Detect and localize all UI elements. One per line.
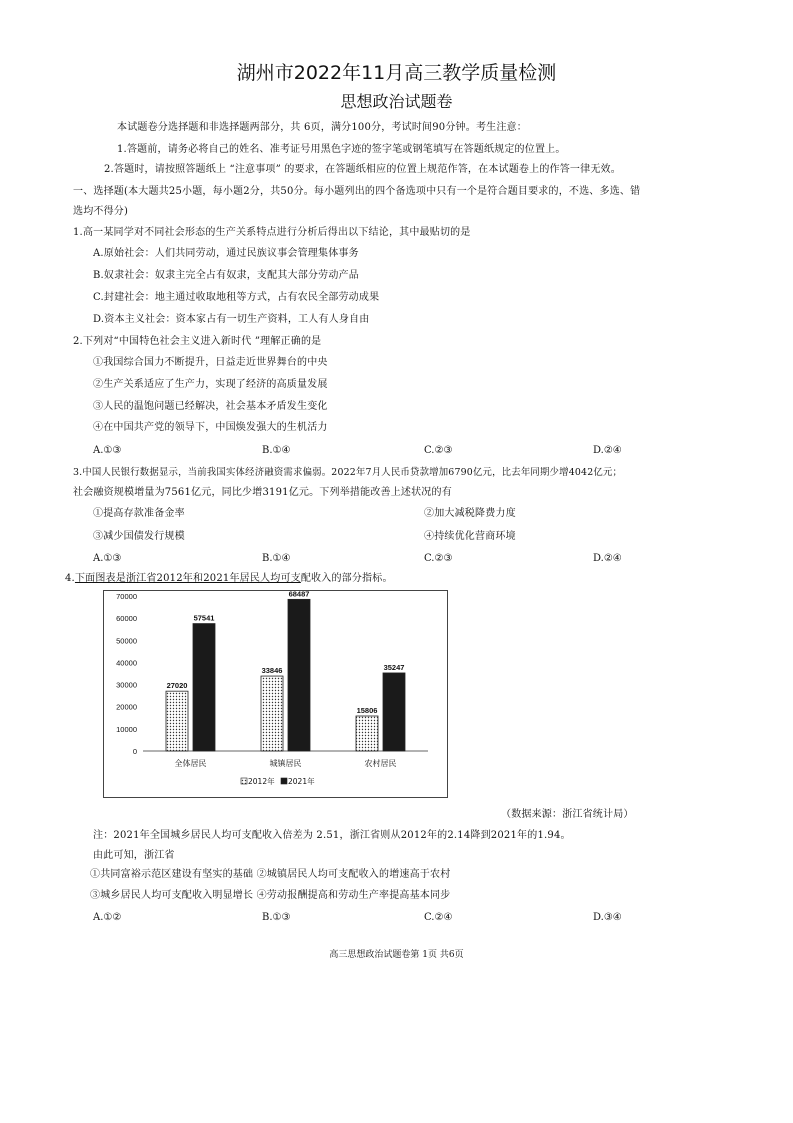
question-1-stem: 1.高一某同学对不同社会形态的生产关系特点进行分析后得出以下结论，其中最贴切的是 <box>73 227 471 238</box>
question-3-option-d: D.②④ <box>593 553 622 564</box>
income-chart <box>103 590 448 798</box>
question-4-option-a: A.①② <box>93 912 122 923</box>
question-1-option-a: A.原始社会：人们共同劳动，通过民族议事会管理集体事务 <box>93 248 359 259</box>
y-tick-label: 30000 <box>116 680 137 690</box>
question-4-option-c: C.②④ <box>424 912 453 923</box>
page-title: 湖州市2022年11月高三教学质量检测 <box>236 62 557 84</box>
question-2-statement-2: ②生产关系适应了生产力，实现了经济的高质量发展 <box>93 379 328 390</box>
notice-item-2: 2.答题时，请按照答题纸上 “注意事项” 的要求，在答题纸相应的位置上规范作答，在本试题卷上的作答一律无效。 <box>104 164 621 175</box>
question-1-option-b: B.奴隶社会：奴隶主完全占有奴隶，支配其大部分劳动产品 <box>93 270 359 281</box>
question-4-stem-underlined: 下面图表是浙江省2012年和2021年居民人均可支 <box>74 573 301 584</box>
question-3-stem: 3.中国人民银行数据显示，当前我国实体经济融资需求偏弱。2022年7月人民币贷款增加6790亿元，比去年同期少增4042亿元； <box>73 467 623 478</box>
question-3-stem-cont: 社会融资规模增量为7561亿元，同比少增3191亿元。下列举措能改善上述状况的有 <box>73 487 452 498</box>
question-4-statement-4: ④劳动报酬提高和劳动生产率提高基本同步 <box>256 890 451 901</box>
question-4-statement-3: ③城乡居民人均可支配收入明显增长 <box>90 890 254 901</box>
page-footer: 高三思想政治试题卷第 1页 共6页 <box>329 950 464 960</box>
x-category-label: 农村居民 <box>364 759 397 768</box>
question-4-statement-2: ②城镇居民人均可支配收入的增速高于农村 <box>256 869 451 880</box>
bar-value-label: 33846 <box>261 666 283 676</box>
notice-intro: 本试题卷分选择题和非选择题两部分，共 6页，满分100分，考试时间90分钟。考生注意： <box>117 122 527 133</box>
question-2-option-b: B.①④ <box>262 445 291 456</box>
legend-label: 2012年 <box>248 777 275 786</box>
data-source: （数据来源：浙江省统计局） <box>501 809 634 820</box>
y-tick-label: 60000 <box>116 614 137 624</box>
section-heading: 一、选择题(本大题共25小题，每小题2分，共50分。每小题列出的四个备选项中只有一个是符合题目要求的，不选、多选、错 <box>73 186 641 197</box>
question-4-note: 注：2021年全国城乡居民人均可支配收入倍差为 2.51，浙江省则从2012年的2.14降到2021年的1.94。 <box>93 830 571 841</box>
question-3-statement-1: ①提高存款准备金率 <box>93 508 185 519</box>
question-4-stem <box>65 573 393 585</box>
bar-2012年-全体居民 <box>166 691 188 751</box>
question-4-option-d: D.③④ <box>593 912 622 923</box>
bar-value-label: 35247 <box>383 662 405 672</box>
y-tick-label: 10000 <box>116 724 137 734</box>
bar-2021年-农村居民 <box>383 673 405 751</box>
question-3-option-a: A.①③ <box>93 553 122 564</box>
question-2-stem: 2.下列对“中国特色社会主义进入新时代 ”理解正确的是 <box>73 336 322 347</box>
section-heading-cont: 选均不得分) <box>73 206 129 217</box>
notice-item-1: 1.答题前，请务必将自己的姓名、准考证号用黑色字迹的签字笔或钢笔填写在答题纸规定的位置上。 <box>117 144 566 155</box>
y-tick-label: 70000 <box>116 592 137 601</box>
question-4-note-cont: 由此可知，浙江省 <box>93 850 175 861</box>
bar-value-label: 15806 <box>356 706 378 716</box>
question-4-number: 4. <box>65 573 75 584</box>
question-2-option-a: A.①③ <box>93 445 122 456</box>
y-tick-label: 50000 <box>116 636 137 646</box>
x-category-label: 城镇居民 <box>269 759 302 768</box>
question-4-option-b: B.①③ <box>262 912 291 923</box>
question-2-statement-3: ③人民的温饱问题已经解决，社会基本矛盾发生变化 <box>93 401 328 412</box>
question-4-statements-row1 <box>90 869 450 881</box>
question-1-option-d: D.资本主义社会：资本家占有一切生产资料，工人有人身自由 <box>93 314 370 325</box>
question-2-option-c: C.②③ <box>424 445 453 456</box>
question-4-stem-tail: 配收入的部分指标。 <box>300 573 393 584</box>
bar-value-label: 68487 <box>288 590 310 599</box>
y-tick-label: 40000 <box>116 658 137 668</box>
question-3-statement-3: ③减少国债发行规模 <box>93 531 185 542</box>
legend-swatch <box>241 778 247 784</box>
question-2-statement-1: ①我国综合国力不断提升，日益走近世界舞台的中央 <box>93 357 328 368</box>
page-subtitle: 思想政治试题卷 <box>340 92 453 111</box>
question-2-option-d: D.②④ <box>593 445 622 456</box>
question-3-statement-4: ④持续优化营商环境 <box>424 531 516 542</box>
question-1-option-c: C.封建社会：地主通过收取地租等方式，占有农民全部劳动成果 <box>93 292 380 303</box>
question-2-statement-4: ④在中国共产党的领导下，中国焕发强大的生机活力 <box>93 422 328 433</box>
bar-2021年-城镇居民 <box>288 599 310 751</box>
bar-value-label: 27020 <box>166 681 188 691</box>
legend-swatch <box>281 778 287 784</box>
bar-2012年-农村居民 <box>356 716 378 751</box>
y-tick-label: 0 <box>132 747 137 756</box>
question-3-statement-2: ②加大减税降费力度 <box>424 508 516 519</box>
bar-value-label: 57541 <box>193 613 215 623</box>
bar-2012年-城镇居民 <box>261 676 283 751</box>
question-3-option-c: C.②③ <box>424 553 453 564</box>
question-4-statement-1: ①共同富裕示范区建设有坚实的基础 <box>90 869 254 880</box>
bar-2021年-全体居民 <box>193 624 215 751</box>
question-3-option-b: B.①④ <box>262 553 291 564</box>
question-4-statements-row2 <box>90 890 450 902</box>
y-tick-label: 20000 <box>116 702 137 712</box>
legend-label: 2021年 <box>288 777 315 786</box>
x-category-label: 全体居民 <box>174 759 207 768</box>
income-bar-chart <box>103 590 448 798</box>
